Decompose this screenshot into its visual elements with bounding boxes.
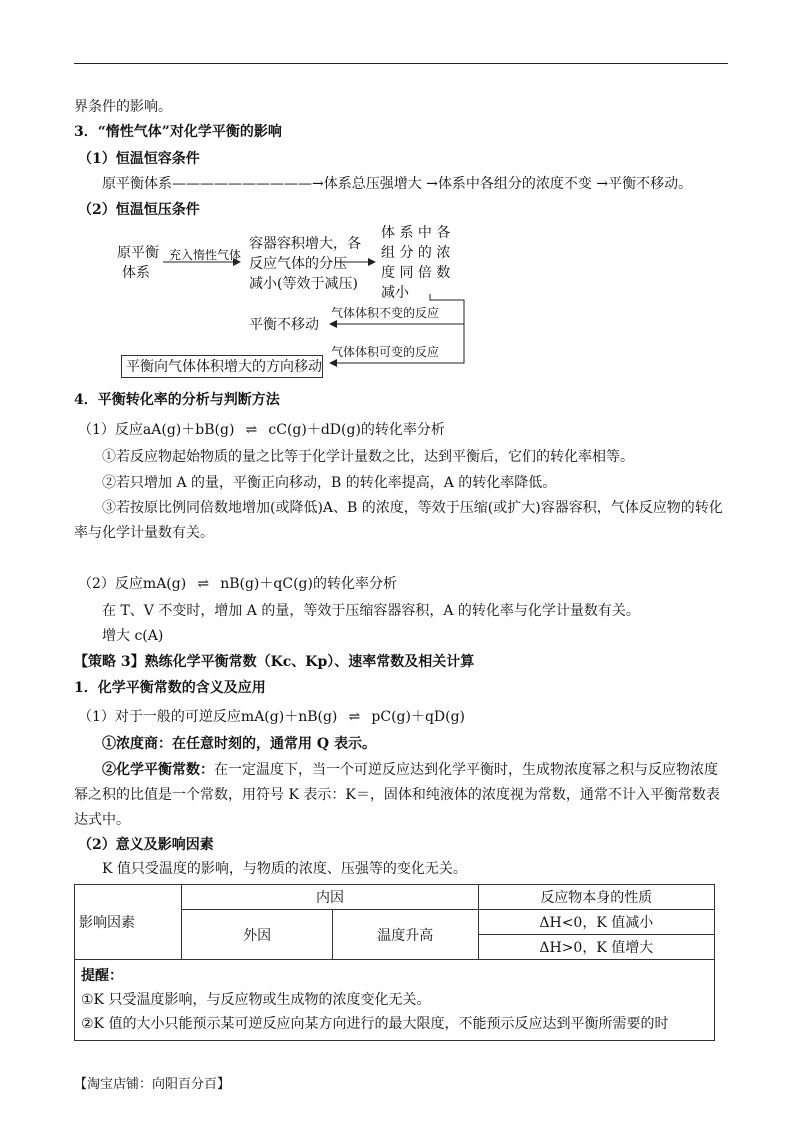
k-def-line1 xyxy=(102,763,718,777)
p1-reaction-left: aA(g)＋bB(g) xyxy=(142,422,235,438)
k-def-text1: 在一定温度下，当一个可逆反应达到化学平衡时，生成物浓度幂之积与反应物浓度 xyxy=(214,762,718,778)
external-cell: 外因 xyxy=(182,910,332,960)
intro-continuation: 界条件的影响。 xyxy=(74,99,172,115)
k-def-line3: 达式中。 xyxy=(74,812,130,828)
cond1-flow: 原平衡体系——————————→体系总压强增大 →体系中各组分的浓度不变 →平衡不移动。 xyxy=(102,176,693,192)
q-definition: ①浓度商：在任意时刻的，通常用 Q 表示。 xyxy=(102,736,376,752)
p1-item-3-cont: 率与化学计量数有关。 xyxy=(74,525,214,541)
section-4-heading: 4．平衡转化率的分析与判断方法 xyxy=(74,392,280,408)
p1-line xyxy=(78,423,445,437)
section-3-heading: 3．“惰性气体”对化学平衡的影响 xyxy=(74,124,282,140)
box2-line2: 反应气体的分压 xyxy=(249,256,347,272)
box1-line1: 原平衡 xyxy=(117,245,159,261)
p1-prefix: （1）反应 xyxy=(78,422,143,438)
box1-line2: 体系 xyxy=(122,265,150,281)
k-def-label: ②化学平衡常数： xyxy=(102,762,214,778)
table-row xyxy=(75,960,715,1041)
p2-reaction-left: mA(g) xyxy=(142,576,187,592)
equilibrium-arrow-icon: ⇌ xyxy=(245,422,258,438)
box2-line3: 减小(等效于减压) xyxy=(249,276,358,292)
reminder-cell xyxy=(75,960,715,1041)
result2: 平衡向气体体积增大的方向移动 xyxy=(126,359,322,375)
reminder-1: ①K 只受温度影响，与反应物或生成物的浓度变化无关。 xyxy=(81,992,431,1008)
strategy3-heading: 【策略 3】熟练化学平衡常数（Kc、Kp）、速率常数及相关计算 xyxy=(74,654,475,670)
p2-prefix: （2）反应 xyxy=(78,576,143,592)
s1-heading: 1．化学平衡常数的含义及应用 xyxy=(74,680,266,696)
branch1-label: 气体体积不变的反应 xyxy=(331,306,440,320)
table-row xyxy=(75,885,715,910)
internal-value-cell: 反应物本身的性质 xyxy=(478,885,714,910)
case2-cell: ΔH>0，K 值增大 xyxy=(478,935,714,960)
p2-line xyxy=(78,577,397,591)
box3-line1: 体 系 中 各 xyxy=(381,225,451,241)
header-rule xyxy=(74,63,728,64)
result1: 平衡不移动 xyxy=(249,317,319,333)
box2-line1: 容器容积增大，各 xyxy=(249,236,361,252)
case1-cell: ΔH<0，K 值减小 xyxy=(478,910,714,935)
s1-p1-prefix: （1）对于一般的可逆反应 xyxy=(78,709,241,725)
s1-p1-left: mA(g)＋nB(g) xyxy=(240,709,338,725)
p2-line1: 在 T、V 不变时，增加 A 的量，等效于压缩容器容积，A 的转化率与化学计量数有关。 xyxy=(102,603,640,619)
p1-item-1: ①若反应物起始物质的量之比等于化学计量数之比，达到平衡后，它们的转化率相等。 xyxy=(102,449,634,465)
diagram-arrows xyxy=(0,0,800,400)
s1-p1-line xyxy=(78,710,465,724)
box3-line4: 减小 xyxy=(381,285,409,301)
s2-heading: （2）意义及影响因素 xyxy=(78,837,214,853)
box3-line3: 度 同 倍 数 xyxy=(381,265,451,281)
s2-text: K 值只受温度的影响，与物质的浓度、压强等的变化无关。 xyxy=(102,861,467,877)
p2-line2: 增大 c(A) xyxy=(102,628,164,644)
cond2-heading: （2）恒温恒压条件 xyxy=(78,202,200,218)
arrow1-label: 充入惰性气体 xyxy=(169,248,242,262)
footer-shop: 【淘宝店铺：向阳百分百】 xyxy=(74,1077,231,1092)
reminder-title: 提醒： xyxy=(81,968,123,984)
reminder-2: ②K 值的大小只能预示某可逆反应向某方向进行的最大限度，不能预示反应达到平衡所需要的时 xyxy=(81,1016,669,1032)
k-factor-table xyxy=(74,884,715,1041)
p1-item-3: ③若按原比例同倍数地增加(或降低)A、B 的浓度，等效于压缩(或扩大)容器容积，气体反应物的转化 xyxy=(102,500,723,516)
k-def-line2: 幂之积的比值是一个常数，用符号 K 表示：K＝，固体和纯液体的浓度视为常数，通常不计入平衡常数表 xyxy=(74,787,720,803)
s1-p1-right: pC(g)＋qD(g) xyxy=(371,709,466,725)
box3-line2: 组 分 的 浓 xyxy=(381,245,451,261)
factor-label-cell: 影响因素 xyxy=(75,885,182,960)
cond1-heading: （1）恒温恒容条件 xyxy=(78,151,200,167)
p1-reaction-right: cC(g)＋dD(g)的转化率分析 xyxy=(268,422,445,438)
branch2-label: 气体体积可变的反应 xyxy=(331,345,440,359)
equilibrium-arrow-icon: ⇌ xyxy=(348,709,361,725)
p2-reaction-right: nB(g)＋qC(g)的转化率分析 xyxy=(220,576,397,592)
p1-item-2: ②若只增加 A 的量，平衡正向移动，B 的转化率提高，A 的转化率降低。 xyxy=(102,475,557,491)
internal-cell: 内因 xyxy=(182,885,478,910)
equilibrium-arrow-icon: ⇌ xyxy=(197,576,210,592)
temp-rise-cell: 温度升高 xyxy=(332,910,478,960)
